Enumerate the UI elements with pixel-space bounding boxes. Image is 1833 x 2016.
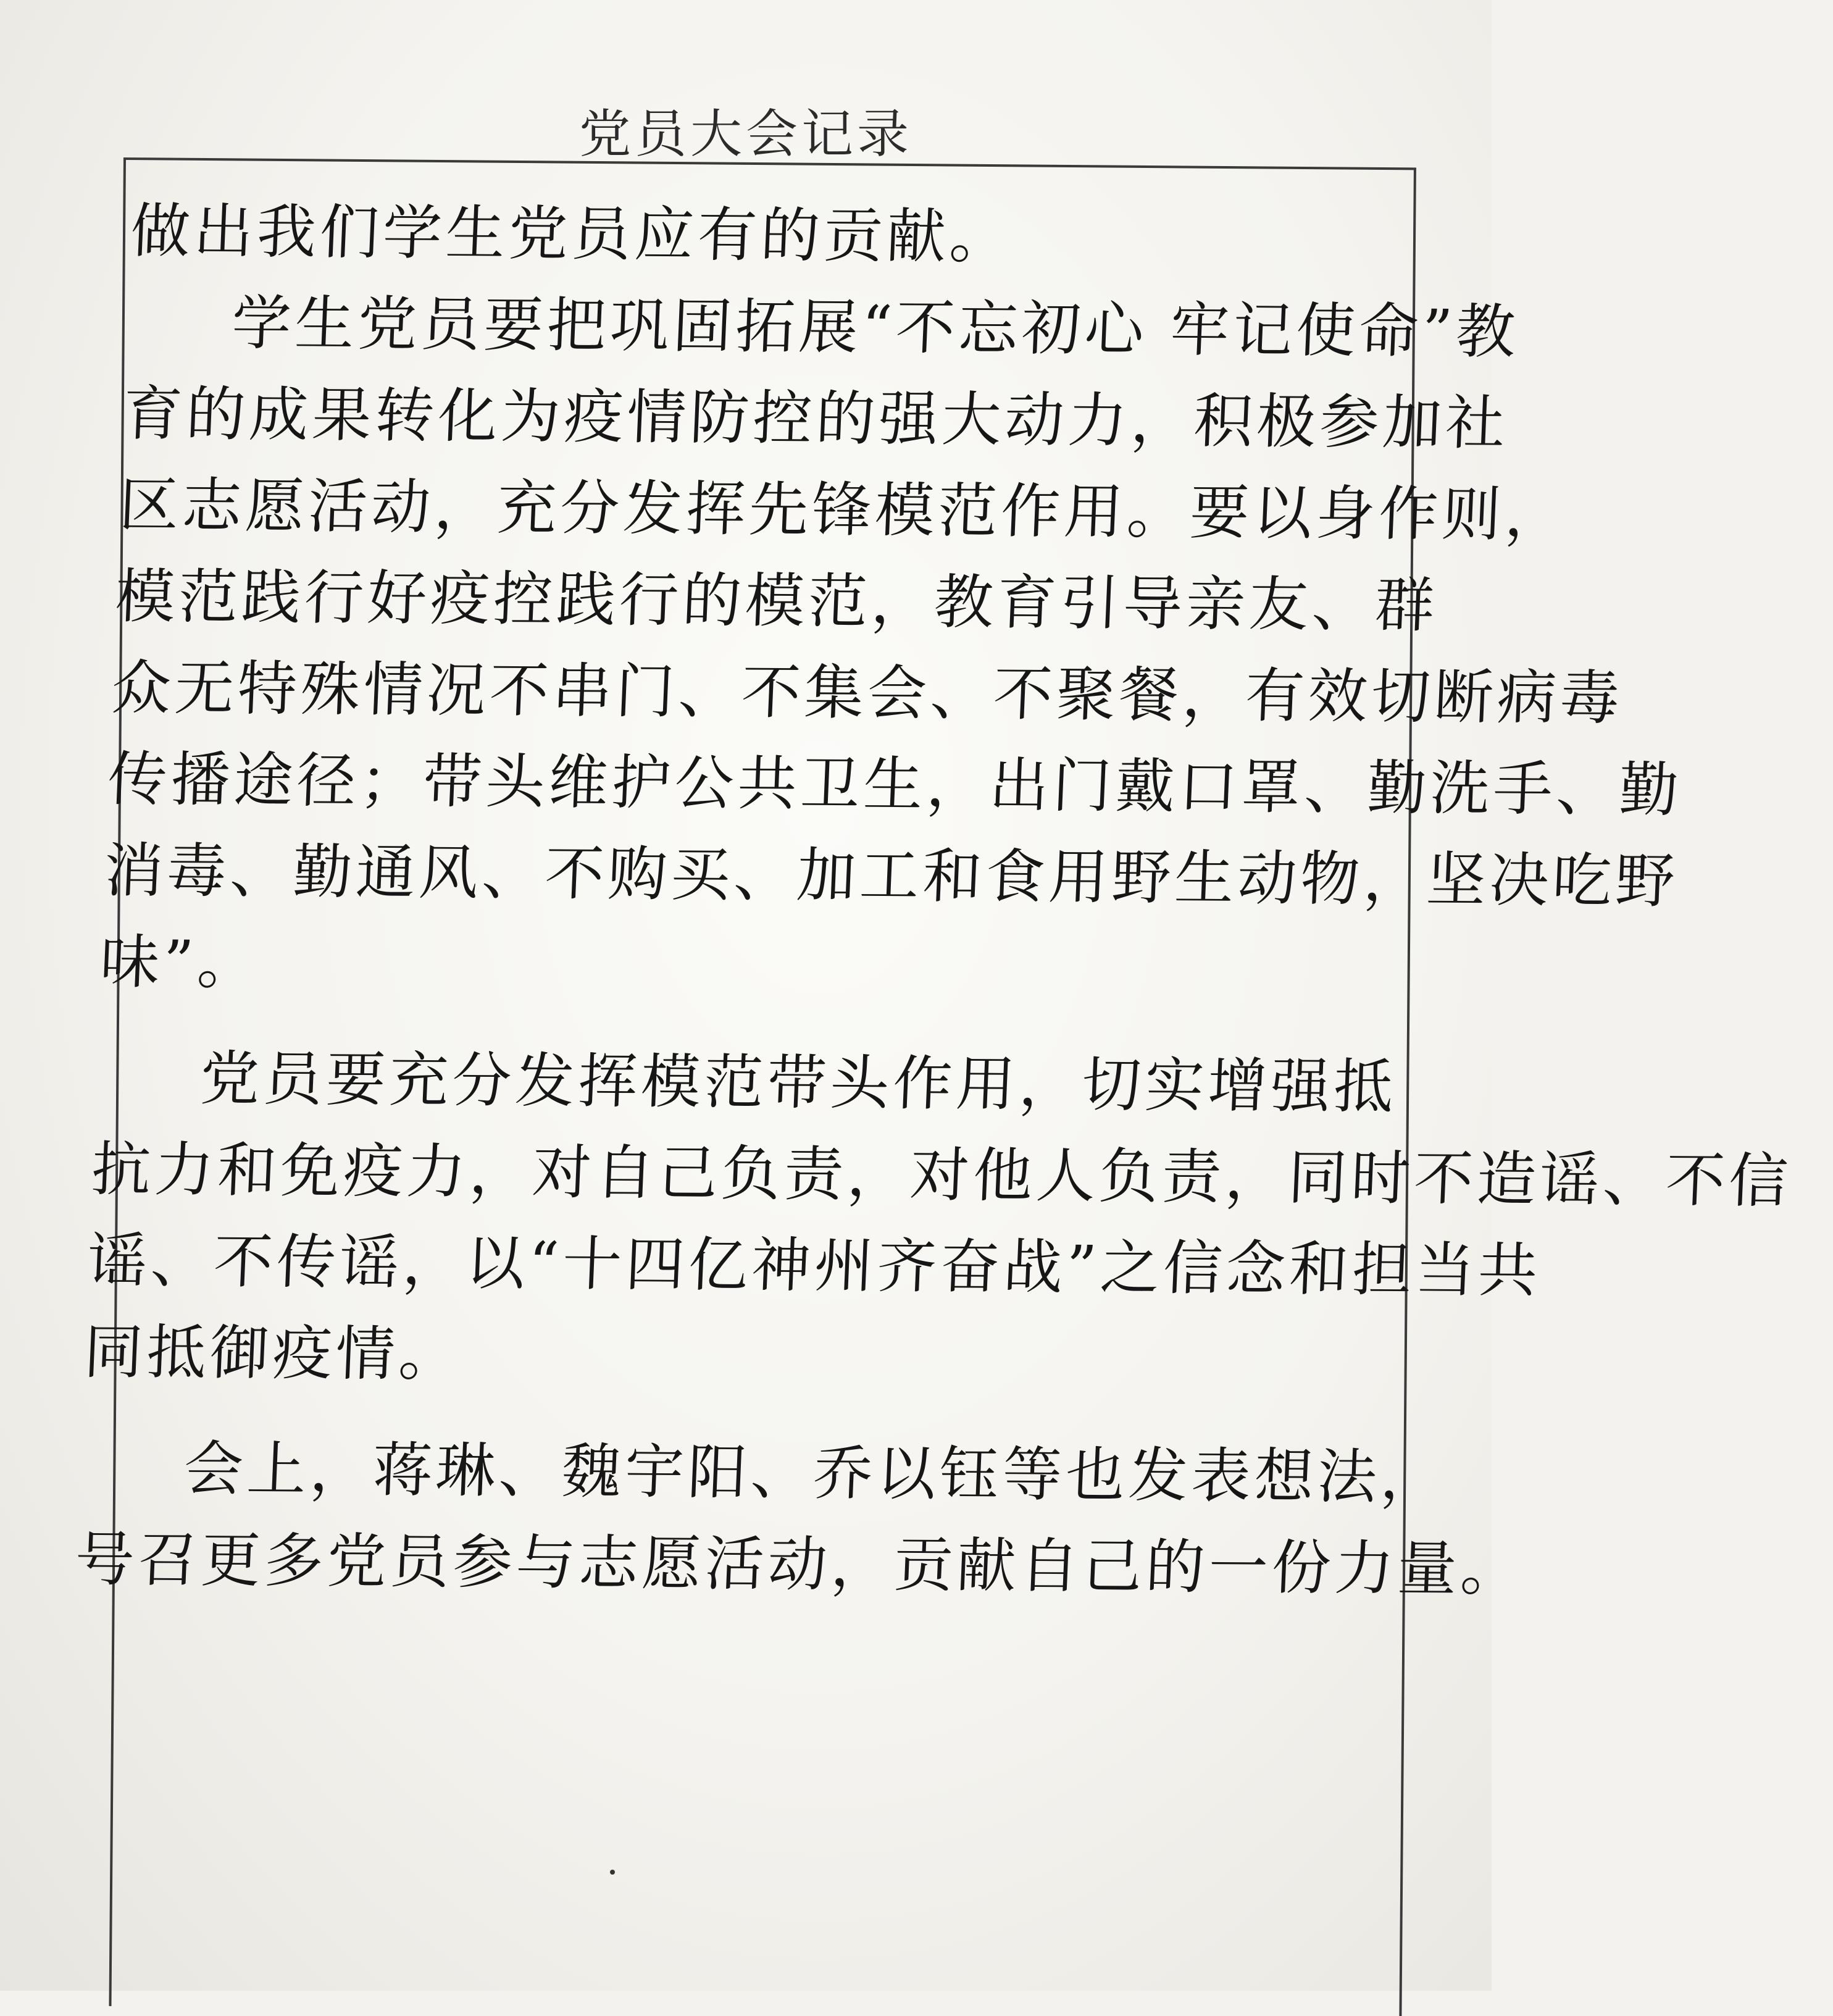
text-line: 抗力和免疫力，对自己负责，对他人负责，同时不造谣、不信 (90, 1134, 1793, 1216)
text-line: 味”。 (98, 927, 262, 998)
text-line: 消毒、勤通风、不购买、加工和食用野生动物，坚决吃野 (102, 835, 1680, 916)
text-line: 做出我们学生党员应有的贡献。 (129, 196, 1014, 272)
text-line: 区志愿活动，充分发挥先锋模范作用。要以身作则， (117, 470, 1569, 550)
text-line: 党员要充分发挥模范带头作用，切实增强抵 (199, 1044, 1398, 1122)
text-line: 谣、不传谣，以“十四亿神州齐奋战”之信念和担当共 (86, 1226, 1543, 1305)
text-line: 学生党员要把巩固拓展“不忘初心 牢记使命”教 (230, 288, 1521, 367)
text-line: 模范践行好疫控践行的模范，教育引导亲友、群 (114, 561, 1440, 640)
text-line: 号召更多党员参与志愿活动，贡献自己的一份力量。 (73, 1525, 1526, 1604)
text-line: 会上，蒋琳、魏宇阳、乔以钰等也发表想法， (182, 1434, 1445, 1512)
handwritten-text (73, 185, 1793, 1614)
text-line: 众无特殊情况不串门、不集会、不聚餐，有效切断病毒 (110, 653, 1625, 733)
text-line: 同抵御疫情。 (82, 1317, 464, 1389)
text-line: 育的成果转化为疫情防控的强大动力，积极参加社 (122, 379, 1510, 458)
text-line: 传播途径；带头维护公共卫生，出门戴口罩、勤洗手、勤 (106, 744, 1684, 825)
page-title: 党员大会记录 (578, 104, 912, 164)
ink-dot (610, 1870, 615, 1875)
